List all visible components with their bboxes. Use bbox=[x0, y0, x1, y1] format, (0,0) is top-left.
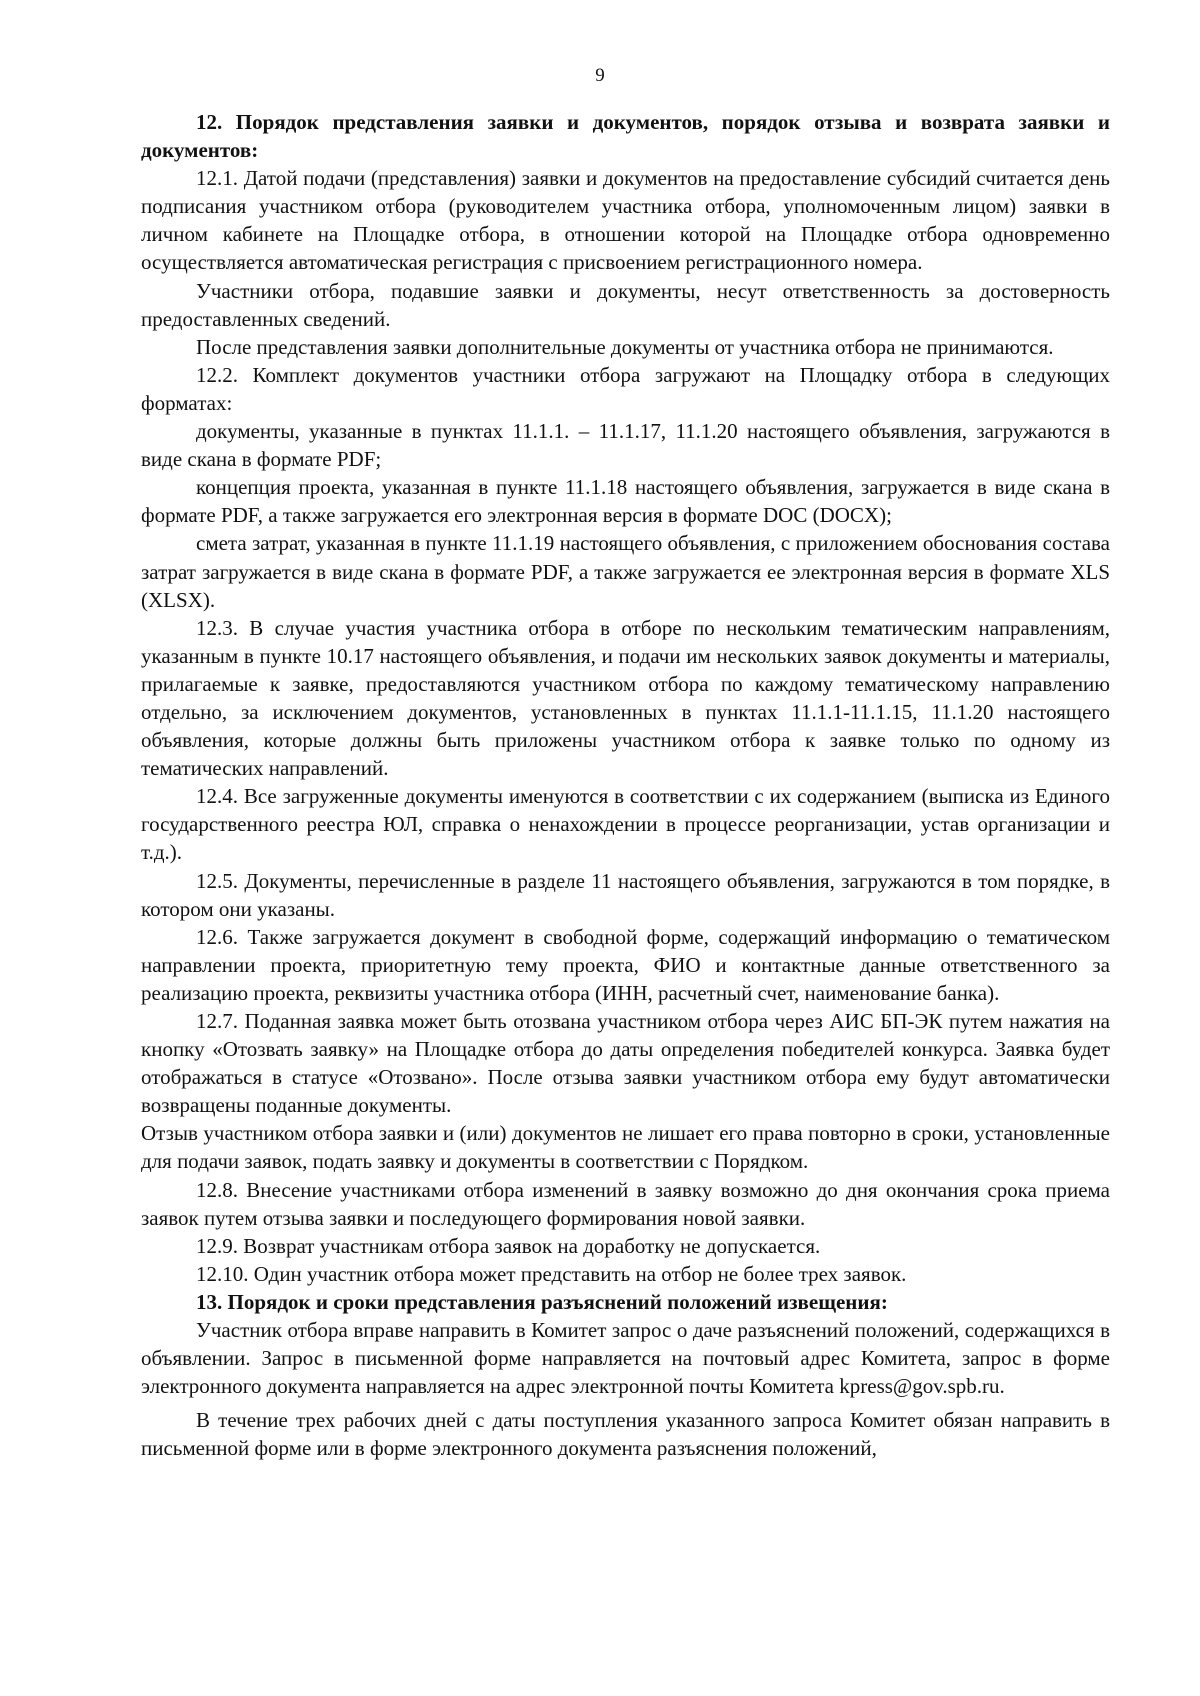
paragraph: 12.7. Поданная заявка может быть отозвана участником отбора через АИС БП-ЭК путем нажатия на кнопку «Отозвать заявку» на Площадке отбора до даты определения победителей конкурса. Заявка будет отображаться в статусе «Отозвано». После отзыва заявки участником отбора ему будут автоматически возвращены поданные документы. bbox=[141, 1009, 1110, 1118]
paragraph: 12.10. Один участник отбора может представить на отбор не более трех заявок. bbox=[196, 1261, 907, 1286]
paragraph: 12.5. Документы, перечисленные в разделе 11 настоящего объявления, загружаются в том порядке, в котором они указаны. bbox=[141, 868, 1110, 921]
paragraph: 12.4. Все загруженные документы именуются в соответствии с их содержанием (выписка из Единого государственного реестра ЮЛ, справка о ненахождении в процессе реорганизации, устав организации и т.д.). bbox=[141, 784, 1110, 865]
section-heading: 12. Порядок представления заявки и документов, порядок отзыва и возврата заявки и документов: bbox=[141, 110, 1110, 163]
paragraph: 12.6. Также загружается документ в свободной форме, содержащий информацию о тематическом направлении проекта, приоритетную тему проекта, ФИО и контактные данные ответственного за реализацию проекта, реквизиты участника отбора (ИНН, расчетный счет, наименование банка). bbox=[141, 924, 1110, 1005]
paragraph: 12.1. Датой подачи (представления) заявки и документов на предоставление субсидий считается день подписания участником отбора (руководителем участника отбора, уполномоченным лицом) заявки в личном кабинете на Площадке отбора, в отношении которой на Площадке отбора одновременно осуществляется автоматическая регистрация с присвоением регистрационного номера. bbox=[141, 166, 1110, 275]
paragraph: 12.3. В случае участия участника отбора в отборе по нескольким тематическим направлениям, указанным в пункте 10.17 настоящего объявления, и подачи им нескольких заявок документы и материалы, прилагаемые к заявке, предоставляются участником отбора по каждому тематическому направлению отдельно, за исключением документов, установленных в пунктах 11.1.1-11.1.15, 11.1.20 настоящего объявления, которые должны быть приложены участником отбора к заявке только по одному из тематических направлений. bbox=[141, 615, 1110, 781]
paragraph: В течение трех рабочих дней с даты поступления указанного запроса Комитет обязан направить в письменной форме или в форме электронного документа разъяснения положений, bbox=[141, 1408, 1110, 1461]
paragraph: Участник отбора вправе направить в Комитет запрос о даче разъяснений положений, содержащихся в объявлении. Запрос в письменной форме направляется на почтовый адрес Комитета, запрос в форме электронного документа направляется на адрес электронной почты Комитета kpress@gov.spb.ru. bbox=[141, 1318, 1110, 1399]
section-heading: 13. Порядок и сроки представления разъяснений положений извещения: bbox=[196, 1289, 888, 1314]
paragraph: Отзыв участником отбора заявки и (или) документов не лишает его права повторно в сроки, установленные для подачи заявок, подать заявку и документы в соответствии с Порядком. bbox=[141, 1121, 1110, 1174]
paragraph: концепция проекта, указанная в пункте 11.1.18 настоящего объявления, загружается в виде скана в формате PDF, а также загружается его электронная версия в формате DOC (DOCX); bbox=[141, 475, 1110, 528]
paragraph: 12.2. Комплект документов участники отбора загружают на Площадку отбора в следующих форматах: bbox=[141, 362, 1110, 415]
paragraph: 12.9. Возврат участникам отбора заявок на доработку не допускается. bbox=[196, 1233, 821, 1258]
page-number: 9 bbox=[595, 65, 605, 86]
paragraph: документы, указанные в пунктах 11.1.1. – 11.1.17, 11.1.20 настоящего объявления, загружаются в виде скана в формате PDF; bbox=[141, 419, 1110, 472]
paragraph: После представления заявки дополнительные документы от участника отбора не принимаются. bbox=[196, 334, 1054, 359]
paragraph: Участники отбора, подавшие заявки и документы, несут ответственность за достоверность предоставленных сведений. bbox=[141, 278, 1110, 331]
paragraph: смета затрат, указанная в пункте 11.1.19 настоящего объявления, с приложением обоснования состава затрат загружается в виде скана в формате PDF, а также загружается ее электронная версия в формате XLS (XLSX). bbox=[141, 531, 1110, 612]
paragraph: 12.8. Внесение участниками отбора изменений в заявку возможно до дня окончания срока приема заявок путем отзыва заявки и последующего формирования новой заявки. bbox=[141, 1177, 1110, 1230]
document-body bbox=[141, 108, 1110, 1463]
